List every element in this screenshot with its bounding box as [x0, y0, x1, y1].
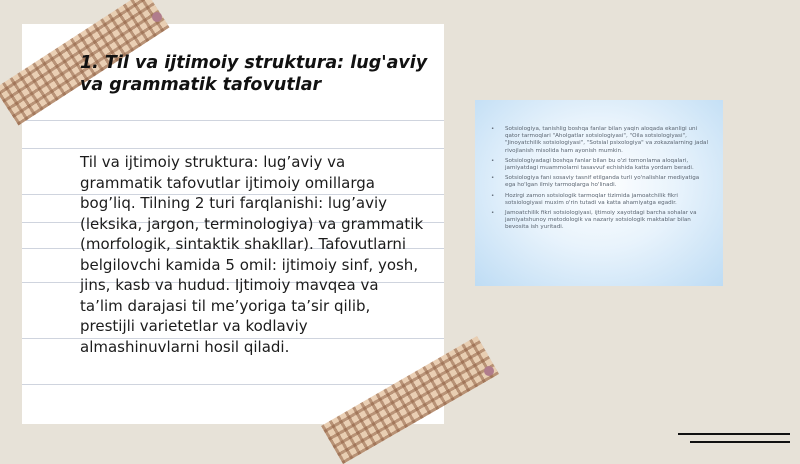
thumbnail-bullet: • Hozirgi zamon sotsiologik tarmoqlar tizimida jamoatchilik fikri sotsiologiyasi muxim o'rin tutadi va katta ahamiyatga egadir.	[489, 193, 709, 207]
decorative-line	[678, 433, 790, 435]
paper-rule	[22, 120, 444, 121]
paper-rule	[22, 148, 444, 149]
slide-title: 1. Til va ijtimoiy struktura: lug'aviy va grammatik tafovutlar	[80, 53, 428, 95]
slide-body-text: Til va ijtimoiy struktura: lug’aviy va grammatik tafovutlar ijtimoiy omillarga bog’liq. Tilning 2 turi farqlanishi: lug’aviy (leksika, jargon, terminologiya) va grammatik (morfologik, sintaktik shakllar). Tafovutlarni belgilovchi kamida 5 omil: ijtimoiy sinf, yosh, jins, kasb va hudud. Ijtimoiy mavqea va ta’lim darajasi til me’yoriga ta’sir qilib, prestijli varietetlar va kodlaviy almashinuvlarni hosil qiladi.	[80, 153, 424, 356]
thumbnail-bullet: • Sotsiologiya fani sosaviy tasnif etilganda turli yo'nalishlar mediyatiga ega ho'lgan ilmiy tarmoqlarga ho'linadi.	[489, 175, 709, 189]
decorative-line	[690, 441, 790, 443]
tape-pin-icon	[484, 366, 494, 376]
thumbnail-bullet: • Sotsiologiyadagi boshqa fanlar bilan bu o'zi tomonlama aloqalari, jamiyatdagi muammolarni tasavvuf echishida katta yordam beradi.	[489, 158, 709, 172]
thumbnail-bullet-list	[489, 126, 709, 232]
thumbnail-bullet: • Sotsiologiya, tanishlig boshqa fanlar bilan yaqin aloqada ekanligi uni qator tarmoqlari "Aholgatlar sotsiologiyasi", "Oila sotsiologiyasi", "Jinoyatchilik sotsiologiyasi", "Sotsial psixologiya" va zokazalarning jadal rivojlanish misolida ham ayonish mumkin.	[489, 126, 709, 155]
embedded-slide-image	[475, 100, 723, 286]
paper-rule	[22, 384, 444, 385]
thumbnail-bullet: • Jamoatchilik fikri sotsiologiyasi, ijtimoiy xayotdagi barcha sohalar va jamiyatshunoy metodologik va nazariy sotsiologik maktablar bilan bevosita ish yuritadi.	[489, 210, 709, 232]
tape-pin-icon	[152, 12, 162, 22]
